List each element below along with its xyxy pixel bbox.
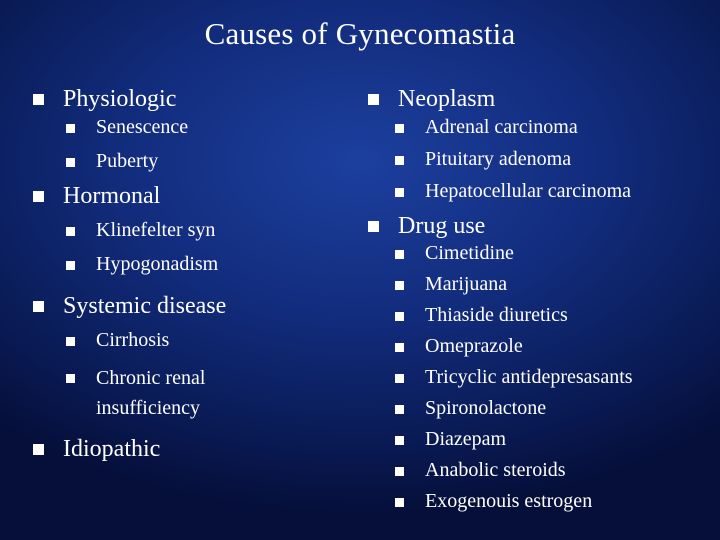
- square-bullet-icon: [395, 467, 404, 476]
- square-bullet-icon: [395, 343, 404, 352]
- square-bullet-icon: [395, 312, 404, 321]
- list-item: [66, 116, 353, 139]
- square-bullet-icon: [368, 94, 379, 105]
- category-neoplasm: [368, 84, 713, 114]
- item-label: Spironolactone: [425, 397, 547, 419]
- square-bullet-icon: [66, 374, 75, 383]
- category-label: Hormonal: [63, 183, 161, 209]
- item-label: Chronic renal insufficiency: [96, 367, 206, 419]
- square-bullet-icon: [66, 124, 75, 133]
- category-drug-use: [368, 211, 713, 241]
- square-bullet-icon: [33, 94, 44, 105]
- list-item: [395, 180, 713, 203]
- item-label: Omeprazole: [425, 335, 523, 357]
- neoplasm-sublist: [395, 116, 713, 203]
- list-item: [66, 150, 353, 173]
- item-label: Cimetidine: [425, 242, 514, 264]
- list-item: [395, 490, 713, 513]
- item-label: Pituitary adenoma: [425, 148, 572, 170]
- right-column-list: [368, 84, 713, 513]
- list-item: [395, 242, 713, 265]
- item-label: Klinefelter syn: [96, 219, 216, 241]
- item-label: Thiaside diuretics: [425, 304, 568, 326]
- category-label: Physiologic: [63, 86, 177, 112]
- item-label: Anabolic steroids: [425, 459, 566, 481]
- category-systemic-disease: [33, 291, 353, 321]
- square-bullet-icon: [33, 301, 44, 312]
- list-item: [66, 219, 353, 242]
- list-item: [66, 363, 266, 423]
- item-label: Senescence: [96, 116, 189, 138]
- category-label: Neoplasm: [398, 86, 496, 112]
- category-label: Systemic disease: [63, 293, 227, 319]
- square-bullet-icon: [395, 405, 404, 414]
- list-item: [395, 366, 713, 389]
- list-item: [395, 304, 713, 327]
- list-item: [395, 428, 713, 451]
- square-bullet-icon: [66, 158, 75, 167]
- square-bullet-icon: [395, 374, 404, 383]
- list-item: [395, 148, 713, 171]
- item-label: Hepatocellular carcinoma: [425, 180, 631, 202]
- square-bullet-icon: [33, 191, 44, 202]
- item-label: Cirrhosis: [96, 329, 170, 351]
- square-bullet-icon: [395, 124, 404, 133]
- slide-title: Causes of Gynecomastia: [204, 16, 516, 51]
- hormonal-sublist: [66, 219, 353, 276]
- systemic-disease-sublist: [66, 329, 266, 423]
- physiologic-sublist: [66, 116, 353, 173]
- list-item: [66, 253, 353, 276]
- list-item: [395, 116, 713, 139]
- square-bullet-icon: [66, 227, 75, 236]
- item-label: Adrenal carcinoma: [425, 116, 578, 138]
- item-label: Hypogonadism: [96, 253, 219, 275]
- item-label: Puberty: [96, 150, 159, 172]
- square-bullet-icon: [395, 250, 404, 259]
- category-physiologic: [33, 84, 353, 114]
- category-hormonal: [33, 181, 353, 211]
- square-bullet-icon: [395, 436, 404, 445]
- category-label: Idiopathic: [63, 436, 161, 462]
- square-bullet-icon: [395, 188, 404, 197]
- category-idiopathic: [33, 434, 353, 464]
- item-label: Marijuana: [425, 273, 508, 295]
- left-column-list: [33, 84, 353, 464]
- square-bullet-icon: [66, 337, 75, 346]
- item-label: Diazepam: [425, 428, 507, 450]
- square-bullet-icon: [66, 261, 75, 270]
- square-bullet-icon: [395, 498, 404, 507]
- list-item: [395, 397, 713, 420]
- square-bullet-icon: [33, 444, 44, 455]
- list-item: [395, 273, 713, 296]
- square-bullet-icon: [395, 281, 404, 290]
- list-item: [395, 459, 713, 482]
- square-bullet-icon: [368, 221, 379, 232]
- item-label: Exogenouis estrogen: [425, 490, 593, 512]
- square-bullet-icon: [395, 156, 404, 165]
- list-item: [395, 335, 713, 358]
- item-label: Tricyclic antidepresasants: [425, 366, 633, 388]
- category-label: Drug use: [398, 213, 486, 239]
- list-item: [66, 329, 266, 352]
- drug-use-sublist: [395, 242, 713, 513]
